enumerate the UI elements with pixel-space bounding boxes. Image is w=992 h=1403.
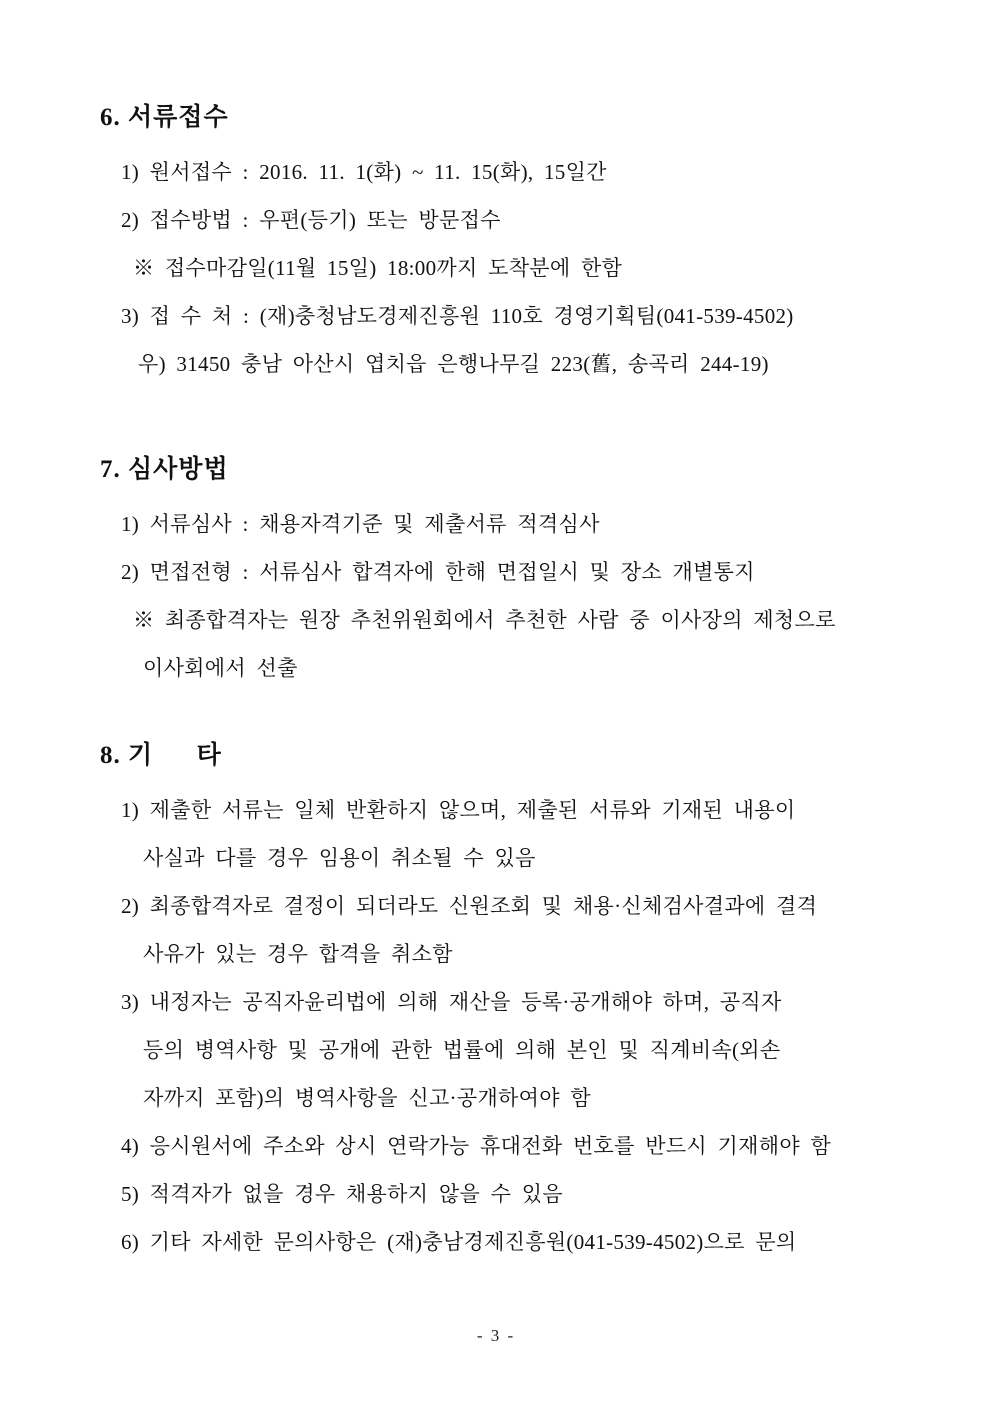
list-item-continuation: 자까지 포함)의 병역사항을 신고·공개하여야 함 xyxy=(143,1086,591,1110)
list-item: 2) 최종합격자로 결정이 되더라도 신원조회 및 채용·신체검사결과에 결격 xyxy=(121,894,818,918)
list-item-continuation: 우) 31450 충남 아산시 엽치읍 은행나무길 223(舊, 송곡리 244-19) xyxy=(138,352,769,376)
section-heading: 8. 기 타 xyxy=(100,742,222,769)
section-review-method xyxy=(100,452,904,692)
list-item: 2) 면접전형 : 서류심사 합격자에 한해 면접일시 및 장소 개별통지 xyxy=(121,560,755,584)
list-item: 1) 원서접수 : 2016. 11. 1(화) ~ 11. 15(화), 15일간 xyxy=(121,160,607,184)
list-item: 1) 서류심사 : 채용자격기준 및 제출서류 적격심사 xyxy=(121,512,600,536)
page-number: - 3 - xyxy=(476,1326,516,1345)
list-item: 4) 응시원서에 주소와 상시 연락가능 휴대전화 번호를 반드시 기재해야 함 xyxy=(121,1134,832,1158)
list-item: 6) 기타 자세한 문의사항은 (재)충남경제진흥원(041-539-4502)으로 문의 xyxy=(121,1230,797,1254)
list-item: 3) 내정자는 공직자윤리법에 의해 재산을 등록·공개해야 하며, 공직자 xyxy=(121,990,782,1014)
list-item: 3) 접 수 처 : (재)충청남도경제진흥원 110호 경영기획팀(041-539-4502) xyxy=(121,304,794,328)
section-document-submission xyxy=(100,100,904,388)
note-line: ※ 최종합격자는 원장 추천위원회에서 추천한 사람 중 이사장의 제청으로 xyxy=(133,608,836,632)
list-item: 1) 제출한 서류는 일체 반환하지 않으며, 제출된 서류와 기재된 내용이 xyxy=(121,798,796,822)
section-heading: 7. 심사방법 xyxy=(100,456,229,483)
list-item-continuation: 사실과 다를 경우 임용이 취소될 수 있음 xyxy=(143,846,536,870)
list-item: 5) 적격자가 없을 경우 채용하지 않을 수 있음 xyxy=(121,1182,563,1206)
list-item-continuation: 등의 병역사항 및 공개에 관한 법률에 의해 본인 및 직계비속(외손 xyxy=(143,1038,781,1062)
section-heading: 6. 서류접수 xyxy=(100,104,229,131)
note-line: ※ 접수마감일(11월 15일) 18:00까지 도착분에 한함 xyxy=(133,256,623,280)
list-item-continuation: 이사회에서 선출 xyxy=(143,656,298,680)
list-item-continuation: 사유가 있는 경우 합격을 취소함 xyxy=(143,942,453,966)
list-item: 2) 접수방법 : 우편(등기) 또는 방문접수 xyxy=(121,208,501,232)
section-miscellaneous xyxy=(100,738,904,1266)
